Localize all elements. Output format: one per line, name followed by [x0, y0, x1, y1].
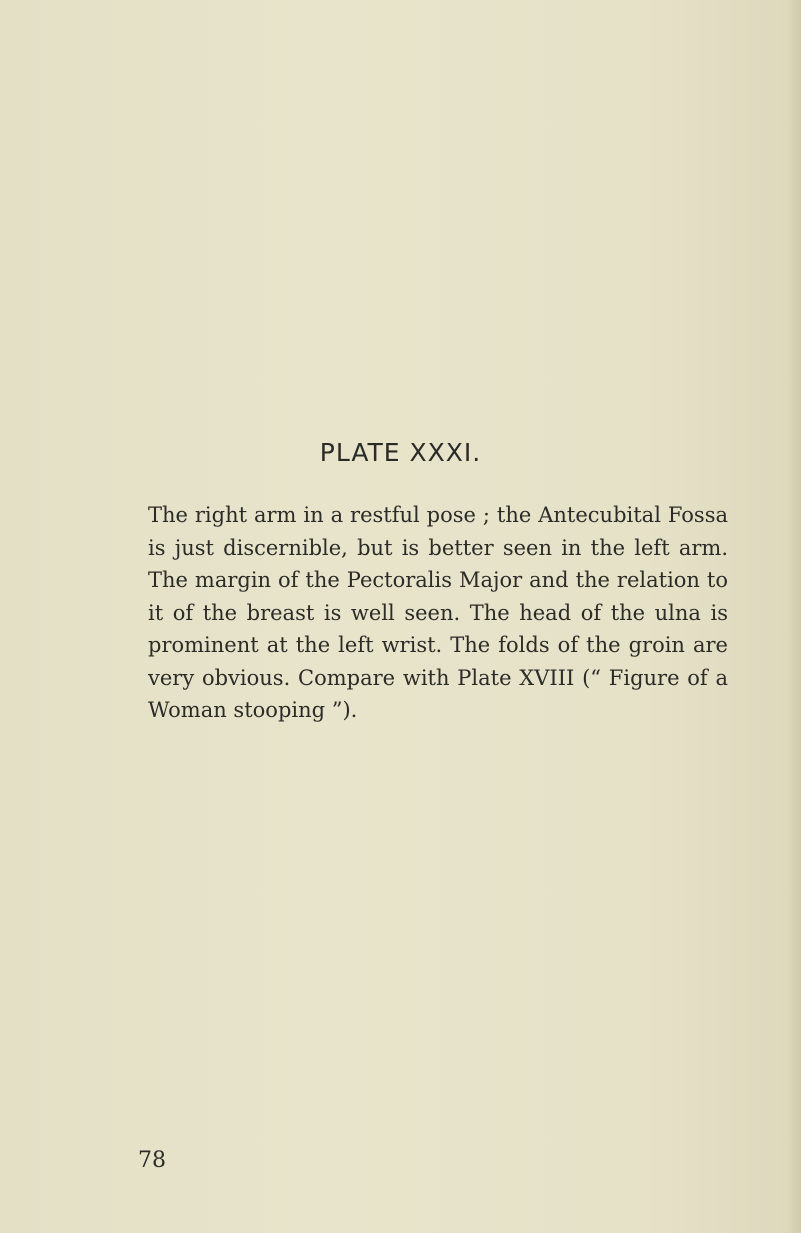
- plate-description: The right arm in a restful pose ; the Antecubital Fossa is just discernible, but is better seen in the left arm. The margin of the Pectoralis Major and the relation to it of the breast is well seen. The head of the ulna is prominent at the left wrist. The folds of the groin are very obvious. Compare with Plate XVIII (“ Figure of a Woman stooping ”).: [148, 503, 728, 722]
- page-edge-shadow: [787, 0, 801, 1233]
- page-number: 78: [138, 1148, 166, 1173]
- plate-title: PLATE XXXI.: [319, 438, 482, 467]
